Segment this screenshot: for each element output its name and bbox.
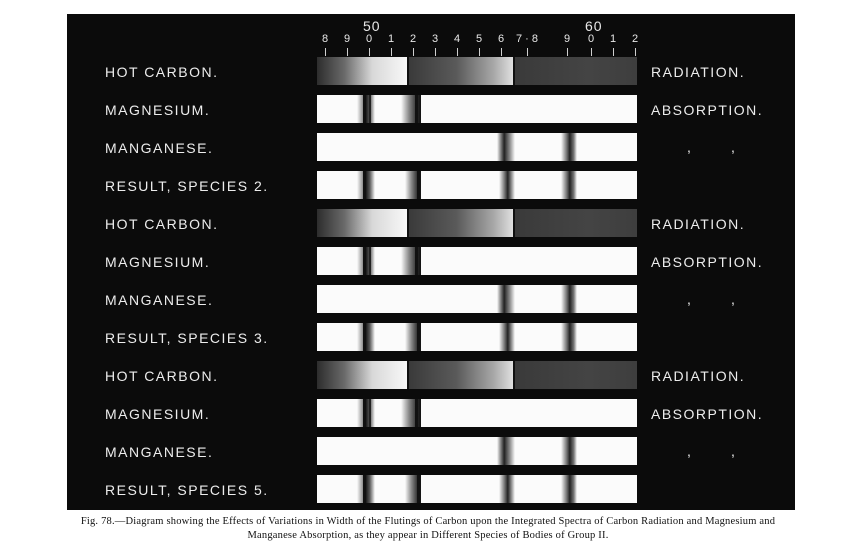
spectrum-strip-result	[317, 475, 637, 503]
absorption-band	[417, 475, 420, 503]
absorption-band	[369, 95, 371, 123]
row-label: MAGNESIUM.	[105, 102, 211, 118]
absorption-band	[497, 437, 515, 465]
absorption-band	[363, 171, 366, 199]
absorption-band	[497, 133, 515, 161]
row-label: RESULT, SPECIES 5.	[105, 482, 269, 498]
absorption-band	[513, 361, 515, 389]
absorption-band	[415, 247, 418, 275]
absorption-band	[407, 209, 409, 237]
absorption-band	[407, 57, 409, 85]
absorption-band	[357, 95, 375, 123]
absorption-band	[357, 171, 375, 199]
row-label: RESULT, SPECIES 2.	[105, 178, 269, 194]
row-type-label: RADIATION.	[651, 368, 746, 384]
scale-number: 9	[343, 33, 351, 45]
scale-tick	[325, 48, 326, 56]
absorption-band	[561, 323, 577, 351]
row-label: MANGANESE.	[105, 292, 214, 308]
scale-tick	[413, 48, 414, 56]
absorption-band	[369, 247, 371, 275]
scale-tick	[567, 48, 568, 56]
absorption-band	[363, 95, 366, 123]
scale-number: 1	[609, 33, 617, 45]
absorption-band	[407, 361, 409, 389]
scale-major-label-50: 50	[363, 18, 381, 34]
scale-number: 4	[453, 33, 461, 45]
scale-number: 7 · 8	[515, 33, 538, 45]
scale-tick	[591, 48, 592, 56]
spectra-plate	[67, 14, 795, 510]
absorption-band	[363, 475, 366, 503]
ditto-mark: ,	[687, 443, 691, 459]
radiation-fluting	[409, 57, 515, 85]
ditto-mark: ,	[731, 291, 735, 307]
scale-number: 8	[321, 33, 329, 45]
spectrum-strip-magnesium	[317, 399, 637, 427]
absorption-band	[357, 399, 375, 427]
spectrum-strip-result	[317, 171, 637, 199]
absorption-band	[417, 323, 420, 351]
row-label: RESULT, SPECIES 3.	[105, 330, 269, 346]
spectrum-strip-carbon	[317, 57, 637, 85]
scale-tick	[635, 48, 636, 56]
absorption-band	[561, 437, 577, 465]
absorption-band	[513, 57, 515, 85]
spectrum-strip-manganese	[317, 285, 637, 313]
spectrum-strip-magnesium	[317, 247, 637, 275]
absorption-band	[357, 475, 375, 503]
ditto-mark: ,	[731, 443, 735, 459]
absorption-band	[363, 323, 366, 351]
absorption-band	[401, 95, 421, 123]
row-label: HOT CARBON.	[105, 64, 219, 80]
scale-tick	[613, 48, 614, 56]
scale-major-label-60: 60	[585, 18, 603, 34]
spectrum-strip-magnesium	[317, 95, 637, 123]
absorption-band	[401, 247, 421, 275]
scale-number: 1	[387, 33, 395, 45]
scale-tick	[391, 48, 392, 56]
absorption-band	[561, 133, 577, 161]
absorption-band	[369, 399, 371, 427]
absorption-band	[499, 323, 515, 351]
absorption-band	[561, 285, 577, 313]
radiation-fluting	[317, 57, 409, 85]
scale-number: 0	[365, 33, 373, 45]
row-label: HOT CARBON.	[105, 216, 219, 232]
row-type-label: RADIATION.	[651, 216, 746, 232]
radiation-fluting	[409, 209, 515, 237]
radiation-fluting	[515, 209, 637, 237]
row-type-label: ABSORPTION.	[651, 406, 764, 422]
absorption-band	[363, 247, 366, 275]
spectrum-strip-carbon	[317, 361, 637, 389]
absorption-band	[561, 475, 577, 503]
absorption-band	[357, 323, 375, 351]
spectrum-strip-manganese	[317, 437, 637, 465]
scale-tick	[369, 48, 370, 56]
scale-number: 3	[431, 33, 439, 45]
scale-tick	[527, 48, 528, 56]
scale-number: 9	[563, 33, 571, 45]
absorption-band	[357, 247, 375, 275]
scale-tick	[347, 48, 348, 56]
row-label: HOT CARBON.	[105, 368, 219, 384]
ditto-mark: ,	[687, 291, 691, 307]
scale-tick	[435, 48, 436, 56]
absorption-band	[401, 399, 421, 427]
scale-tick	[501, 48, 502, 56]
row-label: MANGANESE.	[105, 140, 214, 156]
row-type-label: RADIATION.	[651, 64, 746, 80]
scale-number: 2	[631, 33, 639, 45]
scale-tick	[457, 48, 458, 56]
absorption-band	[499, 171, 515, 199]
ditto-mark: ,	[731, 139, 735, 155]
absorption-band	[415, 95, 418, 123]
radiation-fluting	[317, 361, 409, 389]
figure-caption: Fig. 78.—Diagram showing the Effects of Variations in Width of the Flutings of Carbon upon the Integrated Spectra of Carbon Radiation and Magnesium and Manganese Absorption, as they appear in Different Species of Bodies of Group II.	[80, 516, 776, 541]
absorption-band	[415, 399, 418, 427]
absorption-band	[561, 171, 577, 199]
scale-number: 6	[497, 33, 505, 45]
row-type-label: ABSORPTION.	[651, 102, 764, 118]
scale-number: 0	[587, 33, 595, 45]
radiation-fluting	[317, 209, 409, 237]
absorption-band	[363, 399, 366, 427]
scale-number: 5	[475, 33, 483, 45]
absorption-band	[499, 475, 515, 503]
radiation-fluting	[409, 361, 515, 389]
row-label: MAGNESIUM.	[105, 254, 211, 270]
absorption-band	[513, 209, 515, 237]
radiation-fluting	[515, 361, 637, 389]
spectrum-strip-result	[317, 323, 637, 351]
row-label: MAGNESIUM.	[105, 406, 211, 422]
scale-tick	[479, 48, 480, 56]
spectrum-strip-carbon	[317, 209, 637, 237]
row-label: MANGANESE.	[105, 444, 214, 460]
spectrum-strip-manganese	[317, 133, 637, 161]
absorption-band	[497, 285, 515, 313]
radiation-fluting	[515, 57, 637, 85]
row-type-label: ABSORPTION.	[651, 254, 764, 270]
scale-number: 2	[409, 33, 417, 45]
absorption-band	[417, 171, 420, 199]
ditto-mark: ,	[687, 139, 691, 155]
